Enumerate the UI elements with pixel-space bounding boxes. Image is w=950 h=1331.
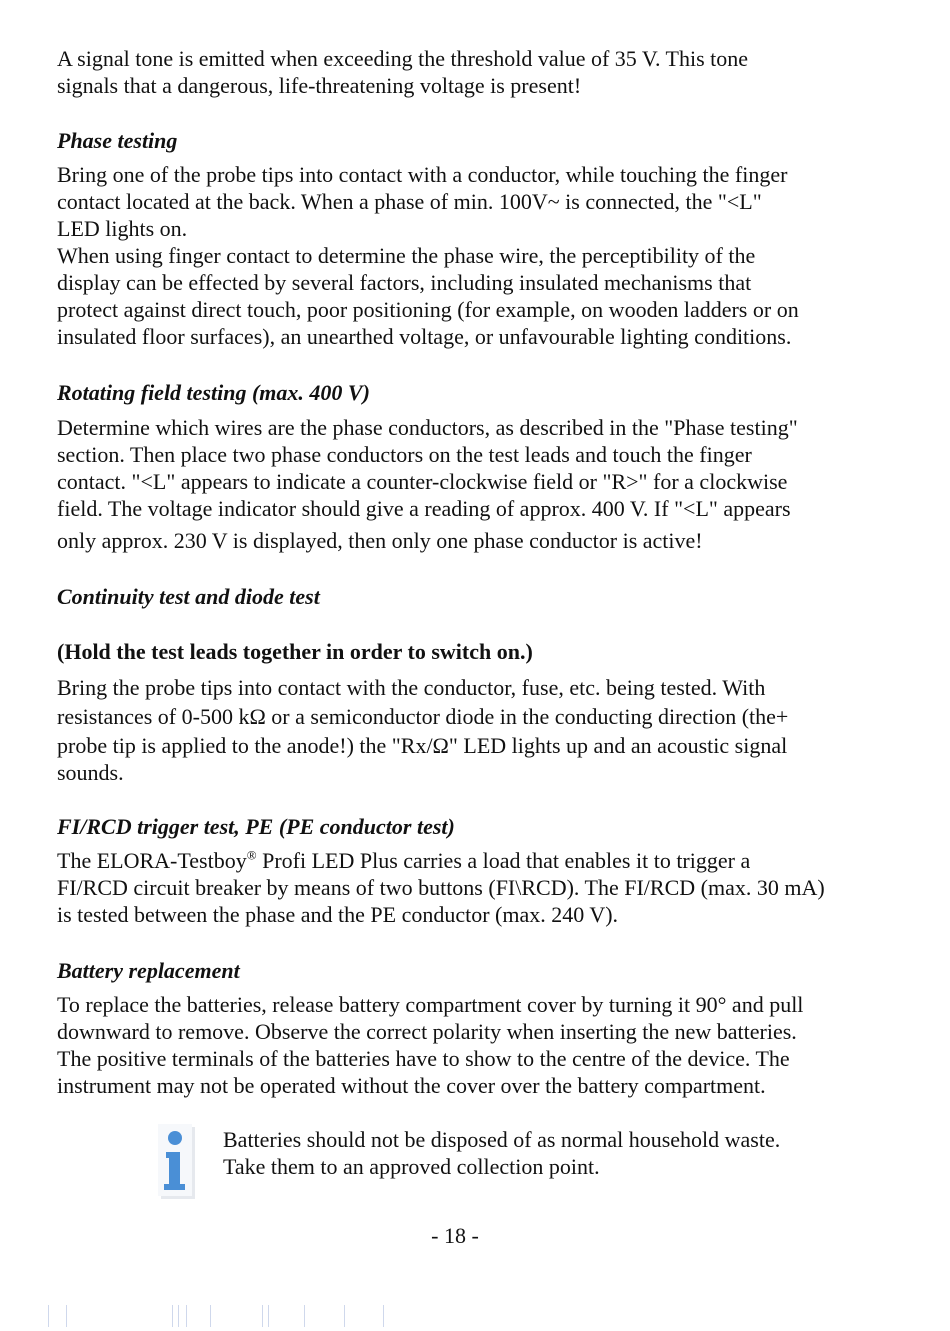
section-heading-rcd: FI/RCD trigger test, PE (PE conductor test) (57, 814, 455, 839)
section-heading-continuity: Continuity test and diode test (57, 584, 320, 609)
intro-paragraph (57, 45, 887, 99)
text-line: LED lights on. (57, 216, 188, 241)
text-line: only approx. 230 V is displayed, then only one phase conductor is active! (57, 528, 703, 553)
text-line: signals that a dangerous, life-threatening voltage is present! (57, 73, 582, 98)
text-line: resistances of 0-500 kΩ or a semiconductor diode in the conducting direction (the+ (57, 704, 789, 729)
info-note (223, 1126, 883, 1180)
info-icon (158, 1124, 196, 1200)
text-line: probe tip is applied to the anode!) the "Rx/Ω" LED lights up and an acoustic signal (57, 733, 788, 758)
text-line: sounds. (57, 760, 124, 785)
text-line: contact located at the back. When a phase of min. 100V~ is connected, the "<L" (57, 189, 762, 214)
text-line (57, 847, 887, 874)
rcd-paragraph (57, 847, 887, 928)
continuity-paragraph (57, 673, 887, 786)
section-heading-battery: Battery replacement (57, 958, 240, 983)
text-line: Determine which wires are the phase conductors, as described in the "Phase testing" (57, 415, 798, 440)
text-line: To replace the batteries, release battery compartment cover by turning it 90° and pull (57, 992, 804, 1017)
text-line: contact. "<L" appears to indicate a counter-clockwise field or "R>" for a clockwise (57, 469, 788, 494)
rotating-paragraph (57, 414, 887, 554)
registered-mark: ® (246, 847, 257, 863)
text-fragment: Profi LED Plus carries a load that enables it to trigger a (256, 848, 751, 873)
text-line: downward to remove. Observe the correct polarity when inserting the new batteries. (57, 1019, 797, 1044)
text-line: A signal tone is emitted when exceeding the threshold value of 35 V. This tone (57, 46, 749, 71)
text-line: insulated floor surfaces), an unearthed voltage, or unfavourable lighting conditions. (57, 324, 792, 349)
section-heading-phase: Phase testing (57, 128, 178, 153)
text-line: display can be effected by several factors, including insulated mechanisms that (57, 270, 752, 295)
text-fragment: The ELORA-Testboy (57, 848, 247, 873)
text-line: instrument may not be operated without the cover over the battery compartment. (57, 1073, 766, 1098)
page-number: - 18 - (431, 1223, 479, 1248)
text-line: Batteries should not be disposed of as normal household waste. (223, 1127, 781, 1152)
text-line: Bring one of the probe tips into contact with a conductor, while touching the finger (57, 162, 788, 187)
phase-paragraph (57, 161, 887, 350)
text-line: section. Then place two phase conductors on the test leads and touch the finger (57, 442, 752, 467)
text-line: When using finger contact to determine the phase wire, the perceptibility of the (57, 243, 756, 268)
battery-paragraph (57, 991, 887, 1099)
text-line: Bring the probe tips into contact with the conductor, fuse, etc. being tested. With (57, 675, 766, 700)
scan-artifacts (0, 1305, 950, 1331)
text-line: protect against direct touch, poor positioning (for example, on wooden ladders or on (57, 297, 799, 322)
text-line: field. The voltage indicator should give a reading of approx. 400 V. If "<L" appears (57, 496, 791, 521)
section-heading-rotating: Rotating field testing (max. 400 V) (57, 380, 370, 405)
text-line: The positive terminals of the batteries have to show to the centre of the device. The (57, 1046, 790, 1071)
continuity-note: (Hold the test leads together in order to switch on.) (57, 639, 533, 664)
text-line: is tested between the phase and the PE conductor (max. 240 V). (57, 902, 619, 927)
text-line: Take them to an approved collection point. (223, 1154, 600, 1179)
text-line: FI/RCD circuit breaker by means of two buttons (FI\RCD). The FI/RCD (max. 30 mA) (57, 875, 825, 900)
